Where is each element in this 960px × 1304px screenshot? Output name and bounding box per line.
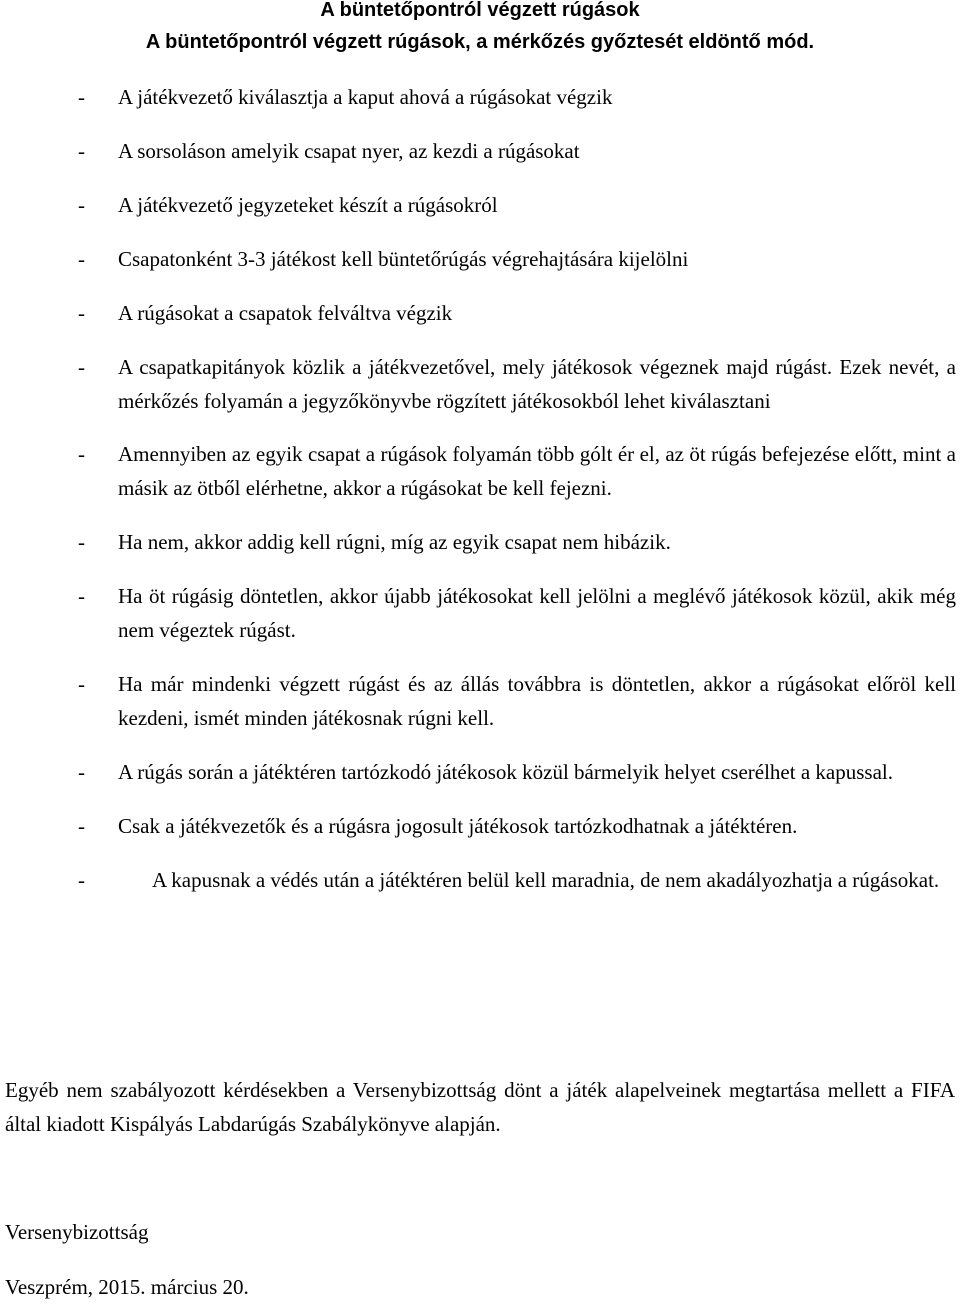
bullet-dash: - <box>78 301 85 325</box>
rule-item <box>78 755 956 789</box>
rule-item <box>78 188 956 222</box>
bullet-dash: - <box>78 139 85 163</box>
rule-item <box>78 296 956 330</box>
rule-text: A kapusnak a védés után a játéktéren belül kell maradnia, de nem akadályozhatja a rúgásokat. <box>152 868 940 892</box>
rule-item <box>78 350 956 418</box>
rule-text: Ha már mindenki végzett rúgást és az állás továbbra is döntetlen, akkor a rúgásokat előröl kell kezdeni, ismét minden játékosnak rúgni kell. <box>118 672 956 730</box>
place-date: Veszprém, 2015. március 20. <box>5 1275 249 1299</box>
document-subtitle: A büntetőpontról végzett rúgások, a mérkőzés győztesét eldöntő mód. <box>145 31 815 53</box>
rule-item <box>78 242 956 276</box>
bullet-dash: - <box>78 530 85 554</box>
rule-text: A rúgásokat a csapatok felváltva végzik <box>118 301 453 325</box>
rule-item <box>78 579 956 647</box>
rule-text: Csak a játékvezetők és a rúgásra jogosult játékosok tartózkodhatnak a játéktéren. <box>118 814 798 838</box>
bullet-dash: - <box>78 672 85 696</box>
document-title: A büntetőpontról végzett rúgások <box>320 0 640 21</box>
rule-text: A rúgás során a játéktéren tartózkodó játékosok közül bármelyik helyet cserélhet a kapussal. <box>118 760 893 784</box>
rule-text: Amennyiben az egyik csapat a rúgások folyamán több gólt ér el, az öt rúgás befejezése előtt, mint a másik az ötből elérhetne, akkor a rúgásokat be kell fejezni. <box>118 442 956 500</box>
rule-item <box>78 437 956 505</box>
rule-text: Csapatonként 3-3 játékost kell büntetőrúgás végrehajtására kijelölni <box>118 247 689 271</box>
rule-item <box>78 134 956 168</box>
rule-item <box>78 667 956 735</box>
rule-text: A játékvezető kiválasztja a kaput ahová a rúgásokat végzik <box>118 85 613 109</box>
rule-text: A játékvezető jegyzeteket készít a rúgásokról <box>118 193 498 217</box>
bullet-dash: - <box>78 868 85 892</box>
rules-list <box>78 80 956 897</box>
bullet-dash: - <box>78 355 85 379</box>
rule-text: A sorsoláson amelyik csapat nyer, az kezdi a rúgásokat <box>118 139 580 163</box>
bullet-dash: - <box>78 760 85 784</box>
bullet-dash: - <box>78 193 85 217</box>
bullet-dash: - <box>78 247 85 271</box>
closing-paragraph: Egyéb nem szabályozott kérdésekben a Versenybizottság dönt a játék alapelveinek megtartása mellett a FIFA által kiadott Kispályás Labdarúgás Szabálykönyve alapján. <box>5 1078 955 1136</box>
rule-text: Ha nem, akkor addig kell rúgni, míg az egyik csapat nem hibázik. <box>118 530 671 554</box>
bullet-dash: - <box>78 442 85 466</box>
rule-text: Ha öt rúgásig döntetlen, akkor újabb játékosokat kell jelölni a meglévő játékosok közül, akik még nem végeztek rúgást. <box>118 584 956 642</box>
rule-item <box>78 525 956 559</box>
rule-item <box>78 80 956 114</box>
bullet-dash: - <box>78 85 85 109</box>
rule-text: A csapatkapitányok közlik a játékvezetővel, mely játékosok végeznek majd rúgást. Ezek nevét, a mérkőzés folyamán a jegyzőkönyvbe rögzített játékosokból lehet kiválasztani <box>118 355 956 413</box>
signature: Versenybizottság <box>5 1220 149 1244</box>
rule-item <box>78 863 956 897</box>
bullet-dash: - <box>78 814 85 838</box>
bullet-dash: - <box>78 584 85 608</box>
rule-item <box>78 809 956 843</box>
